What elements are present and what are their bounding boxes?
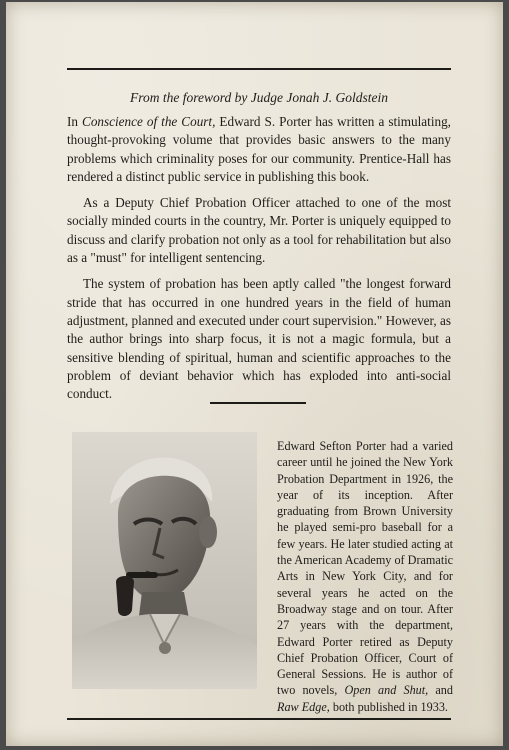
- book-jacket-back: [6, 2, 503, 746]
- author-portrait-illustration: [72, 432, 257, 689]
- novel-title-1: Open and Shut,: [344, 683, 429, 698]
- bio-part-3: both published in 1933.: [329, 699, 448, 714]
- author-photo: [72, 432, 257, 689]
- p1-rest: Edward S. Porter has written a stimulating, thought-provoking volume that provides basic answers to the many problems which criminality poses for our community. Prentice-Hall has rendered a distinct public service in publishing this book.: [67, 114, 451, 184]
- paragraph-1: [67, 113, 451, 186]
- author-bio: [277, 438, 453, 715]
- foreword-heading: From the foreword by Judge Jonah J. Goldstein: [130, 90, 388, 105]
- bio-part-1: Edward Sefton Porter had a varied career until he joined the New York Probation Department in 1926, the year of its inception. After graduating from Brown University he played semi-pro baseball for a few years. He later studied acting at the American Academy of Dramatic Arts in New York City, and for several years he acted on the Broadway stage and on tour. After 27 years with the department, Edward Porter retired as Deputy Chief Probation Officer, Court of General Sessions. He is author of two novels,: [277, 439, 453, 698]
- top-rule: [67, 68, 451, 71]
- book-title: Conscience of the Court,: [82, 114, 216, 129]
- section-divider: [210, 402, 306, 407]
- bio-part-2: and: [428, 683, 453, 698]
- foreword-text: [67, 113, 451, 411]
- p1-lead: In: [67, 114, 83, 129]
- novel-title-2: Raw Edge,: [277, 699, 330, 714]
- paragraph-2: As a Deputy Chief Probation Officer attached to one of the most socially minded courts in the country, Mr. Porter is uniquely equipped to discuss and clarify probation not only as a tool for rehabilitation but also as a "must" for intelligent sentencing.: [67, 195, 451, 266]
- bottom-rule: [67, 718, 451, 721]
- paragraph-3: The system of probation has been aptly called "the longest forward stride that has occurred in one hundred years in the field of human adjustment, planned and executed under court supervision." However, as the author brings into sharp focus, it is not a magic formula, but a sensitive blending of spiritual, human and scientific approaches to the problem of deviant behavior which has exploded into anti-social conduct.: [67, 276, 451, 402]
